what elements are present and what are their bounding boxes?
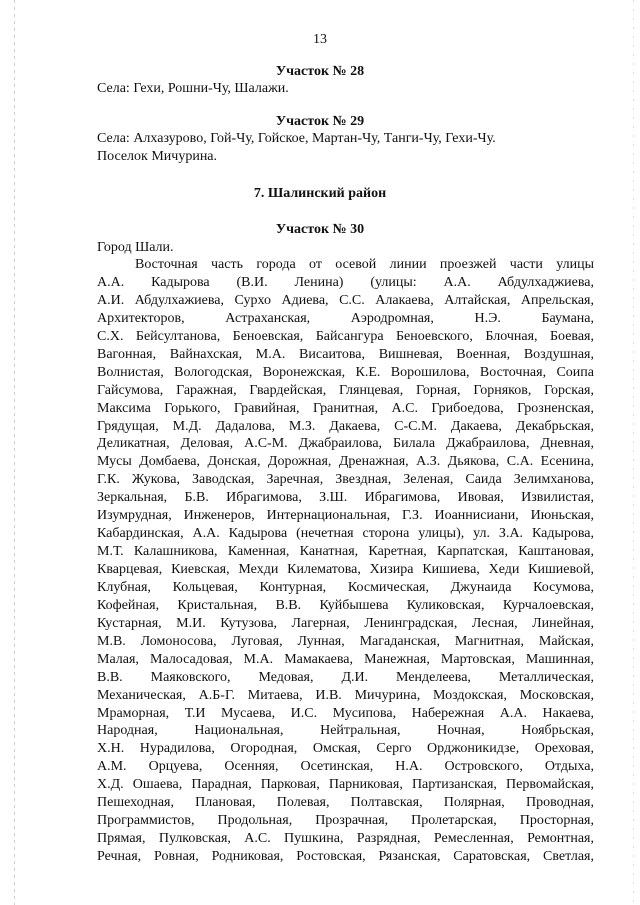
scan-edge-left [14, 0, 15, 905]
street-list-line: Зеркальная, Б.В. Ибрагимова, З.Ш. Ибрагимова, Ивовая, Извилистая, [97, 490, 594, 506]
street-list-line: Мраморная, Т.И Мусаева, И.С. Мусипова, Набережная А.А. Накаева, [97, 705, 594, 721]
street-list-line: Прямая, Пулковская, А.С. Пушкина, Разрядная, Ремесленная, Ремонтная, [97, 831, 594, 847]
street-list-line: А.М. Орцуева, Осенняя, Осетинская, Н.А. Островского, Отдыха, [97, 759, 594, 775]
street-list-line: М.В. Ломоносова, Луговая, Лунная, Магаданская, Магнитная, Майская, [97, 633, 594, 649]
street-list-line: Кустарная, М.И. Кутузова, Лагерная, Ленинградская, Лесная, Линейная, [97, 615, 594, 631]
street-list-line: Г.К. Жукова, Заводская, Заречная, Звездная, Зеленая, Саида Зелимханова, [97, 472, 594, 488]
section-heading-30: Участок № 30 [275, 222, 365, 237]
street-list-line: А.И. Абдулхажиева, Сурхо Адиева, С.С. Алакаева, Алтайская, Апрельская, [97, 292, 594, 308]
section-29-line-1: Села: Алхазурово, Гой-Чу, Гойское, Мартан-Чу, Танги-Чу, Гехи-Чу. [97, 131, 496, 146]
street-list-line: М.Т. Калашникова, Каменная, Канатная, Каретная, Карпатская, Каштановая, [97, 544, 594, 559]
section-28-line-1: Села: Гехи, Рошни-Чу, Шалажи. [97, 81, 289, 96]
street-list-line: Грядущая, М.Д. Дадалова, М.З. Дакаева, С-С.М. Дакаева, Декабрьская, [97, 418, 594, 434]
street-list-line: Кварцевая, Киевская, Мехди Килематова, Хизира Кишиева, Хеди Кишиевой, [97, 562, 594, 577]
section-heading-29: Участок № 29 [275, 114, 365, 129]
section-heading-28: Участок № 28 [275, 64, 365, 79]
street-list-line: Кабардинская, А.А. Кадырова (нечетная сторона улицы), ул. З.А. Кадырова, [97, 526, 594, 542]
street-list-line: В.В. Маяковского, Медовая, Д.И. Менделеева, Металлическая, [97, 669, 594, 685]
street-list-line: Речная, Ровная, Родниковая, Ростовская, Рязанская, Саратовская, Светлая, [97, 849, 594, 864]
street-list-line: Вагонная, Вайнахская, М.А. Висаитова, Вишневая, Военная, Воздушная, [97, 346, 594, 362]
page-number: 13 [313, 32, 327, 47]
street-list-line: Пешеходная, Плановая, Полевая, Полтавская, Полярная, Проводная, [97, 795, 594, 811]
section-29-line-2: Поселок Мичурина. [97, 149, 218, 164]
street-list-line: Изумрудная, Инженеров, Интернациональная, Г.З. Иоаннисиани, Июньская, [97, 508, 594, 524]
street-list-line: Клубная, Кольцевая, Контурная, Космическая, Джунаида Косумова, [97, 579, 594, 595]
scan-edge-right [633, 0, 634, 905]
street-list-line: Деликатная, Деловая, А.С-М. Джабраилова, Билала Джабраилова, Дневная, [97, 436, 594, 452]
street-list-line: Восточная часть города от осевой линии проезжей части улицы [135, 257, 594, 272]
street-list-line: Х.Н. Нурадилова, Огородная, Омская, Серго Орджоникидзе, Ореховая, [97, 741, 594, 757]
street-list-line: Кофейная, Кристальная, В.В. Куйбышева Куликовская, Курчалоевская, [97, 597, 594, 613]
street-list-line: Мусы Домбаева, Донская, Дорожная, Дренажная, А.З. Дьякова, С.А. Есенина, [97, 454, 594, 470]
street-list-line: Механическая, А.Б-Г. Митаева, И.В. Мичурина, Моздокская, Московская, [97, 687, 594, 703]
street-list-line: Гайсумова, Гаражная, Гвардейская, Глянцевая, Горная, Горняков, Горская, [97, 382, 594, 398]
street-list-line: Максима Горького, Гравийная, Гранитная, А.С. Грибоедова, Грозненская, [97, 400, 594, 416]
street-list-line: А.А. Кадырова (В.И. Ленина) (улицы: А.А. Абдулхаджиева, [97, 274, 594, 290]
street-list-line: С.Х. Бейсултанова, Беноевская, Байсангура Беноевского, Блочная, Боевая, [97, 328, 594, 344]
street-list-line: Архитекторов, Астраханская, Аэродромная, Н.Э. Баумана, [97, 310, 594, 326]
street-list-line: Программистов, Продольная, Прозрачная, Пролетарская, Просторная, [97, 813, 594, 829]
street-list-line: Народная, Национальная, Нейтральная, Ночная, Ноябрьская, [97, 723, 594, 739]
street-list-line: Волнистая, Вологодская, Воронежская, К.Е. Ворошилова, Восточная, Соипа [97, 364, 594, 380]
district-heading: 7. Шалинский район [253, 186, 387, 201]
street-list-line: Малая, Малосадовая, М.А. Мамакаева, Манежная, Мартовская, Машинная, [97, 651, 594, 667]
street-list-line: Х.Д. Ошаева, Парадная, Парковая, Парниковая, Партизанская, Первомайская, [97, 777, 594, 793]
city-line: Город Шали. [97, 240, 174, 255]
